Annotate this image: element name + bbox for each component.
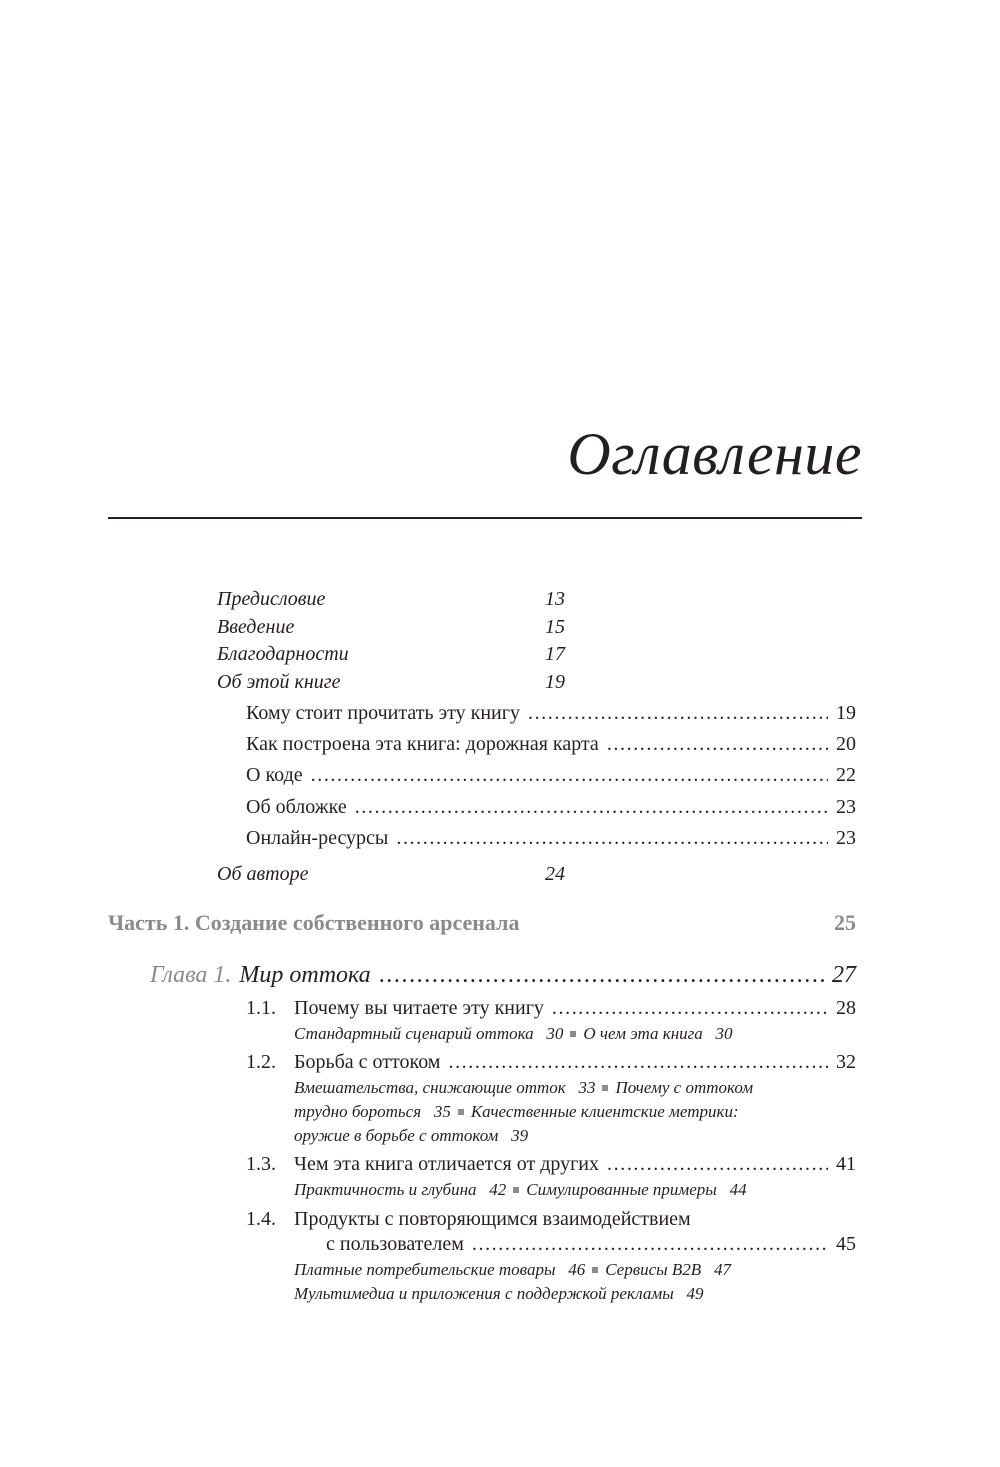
toc-entry-roadmap[interactable] (246, 733, 856, 756)
toc-section-1-2[interactable] (294, 1051, 856, 1074)
subtopic[interactable]: Вмешательства, снижающие отток (294, 1078, 566, 1097)
subtopic-page: 47 (713, 1260, 731, 1279)
toc-page-about-author: 24 (545, 863, 565, 885)
section-number: 1.3. (246, 1153, 276, 1175)
toc-entry-about-cover[interactable] (246, 796, 856, 819)
section-number: 1.2. (246, 1051, 276, 1073)
subtopic[interactable]: Качественные клиентские метрики: (470, 1102, 739, 1121)
subtopic[interactable]: Мультимедиа и приложения с поддержкой рекламы (294, 1284, 674, 1303)
subtopic-page: 49 (686, 1284, 704, 1303)
leader-dots (448, 1051, 828, 1074)
leader-dots (552, 997, 828, 1020)
entry-label: Онлайн-ресурсы (246, 827, 389, 849)
subtopic[interactable]: Практичность и глубина (294, 1180, 477, 1199)
toc-section-1-3[interactable] (294, 1153, 856, 1176)
subtopic-page: 39 (511, 1126, 529, 1145)
subtopic-page: 35 (433, 1102, 451, 1121)
section-number: 1.1. (246, 997, 276, 1019)
title-divider (108, 517, 862, 519)
leader-dots (472, 1233, 828, 1256)
page-title: Оглавление (567, 421, 862, 487)
section-page: 41 (836, 1153, 856, 1175)
entry-page: 23 (836, 796, 856, 818)
section-title: Почему вы читаете эту книгу (294, 997, 544, 1019)
section-title[interactable]: Продукты с повторяющимся взаимодействием (294, 1208, 691, 1230)
toc-page-about-book: 19 (545, 671, 565, 693)
toc-entry-about-book[interactable]: Об этой книге (217, 671, 341, 693)
entry-page: 20 (836, 733, 856, 755)
section-page: 45 (836, 1233, 856, 1255)
subtopic[interactable]: О чем эта книга (583, 1024, 703, 1043)
leader-dots (379, 962, 824, 989)
entry-label: Кому стоит прочитать эту книгу (246, 702, 520, 724)
toc-entry-who-should-read[interactable] (246, 702, 856, 725)
section-title-continued: с пользователем (326, 1233, 464, 1255)
section-subtopics (294, 1124, 528, 1148)
toc-entry-about-code[interactable] (246, 764, 856, 787)
leader-dots (311, 764, 828, 787)
subtopic[interactable]: Стандартный сценарий оттока (294, 1024, 534, 1043)
toc-section-1-4[interactable] (326, 1233, 856, 1256)
toc-chapter-1[interactable] (150, 962, 856, 989)
leader-dots (396, 827, 828, 850)
toc-section-1-1[interactable] (294, 997, 856, 1020)
subtopic-page: 44 (729, 1180, 747, 1199)
subtopic-page: 30 (546, 1024, 564, 1043)
subtopic[interactable]: трудно бороться (294, 1102, 422, 1121)
entry-page: 22 (836, 764, 856, 786)
entry-page: 19 (836, 702, 856, 724)
section-number: 1.4. (246, 1208, 276, 1230)
section-subtopics (294, 1178, 747, 1202)
leader-dots (607, 733, 828, 756)
leader-dots (355, 796, 828, 819)
subtopic[interactable]: Почему с оттоком (615, 1078, 754, 1097)
subtopic[interactable]: Симулированные примеры (526, 1180, 717, 1199)
entry-label: Об обложке (246, 796, 347, 818)
bullet-square (513, 1187, 519, 1193)
chapter-page: 27 (832, 962, 856, 988)
subtopic[interactable]: оружие в борьбе с оттоком (294, 1126, 499, 1145)
section-subtopics (294, 1258, 731, 1282)
bullet-square (602, 1085, 608, 1091)
subtopic-page: 42 (489, 1180, 507, 1199)
subtopic-page: 30 (715, 1024, 733, 1043)
leader-dots (607, 1153, 828, 1176)
bullet-square (592, 1267, 598, 1273)
toc-page-foreword: 13 (545, 588, 565, 610)
entry-label: Как построена эта книга: дорожная карта (246, 733, 599, 755)
section-subtopics (294, 1282, 703, 1306)
subtopic[interactable]: Платные потребительские товары (294, 1260, 556, 1279)
toc-page-introduction: 15 (545, 616, 565, 638)
toc-entry-about-author[interactable]: Об авторе (217, 863, 309, 885)
section-page: 28 (836, 997, 856, 1019)
part-label: Часть 1. Создание собственного арсенала (108, 910, 520, 935)
toc-page-acknowledgements: 17 (545, 643, 565, 665)
subtopic-page: 46 (568, 1260, 586, 1279)
chapter-label: Мир оттока (239, 962, 371, 988)
subtopic[interactable]: Сервисы B2B (605, 1260, 702, 1279)
section-page: 32 (836, 1051, 856, 1073)
section-subtopics (294, 1100, 739, 1124)
toc-entry-introduction[interactable]: Введение (217, 616, 295, 638)
section-subtopics (294, 1022, 733, 1046)
chapter-prefix: Глава 1. (150, 962, 232, 988)
bullet-square (458, 1109, 464, 1115)
entry-page: 23 (836, 827, 856, 849)
entry-label: О коде (246, 764, 303, 786)
toc-part-1[interactable] (108, 910, 856, 936)
subtopic-page: 33 (578, 1078, 596, 1097)
section-title: Борьба с оттоком (294, 1051, 441, 1073)
bullet-square (570, 1031, 576, 1037)
section-title: Чем эта книга отличается от других (294, 1153, 600, 1175)
part-page: 25 (834, 910, 856, 935)
toc-entry-foreword[interactable]: Предисловие (217, 588, 326, 610)
leader-dots (528, 702, 828, 725)
section-subtopics (294, 1076, 753, 1100)
toc-entry-online-resources[interactable] (246, 827, 856, 850)
toc-entry-acknowledgements[interactable]: Благодарности (217, 643, 349, 665)
